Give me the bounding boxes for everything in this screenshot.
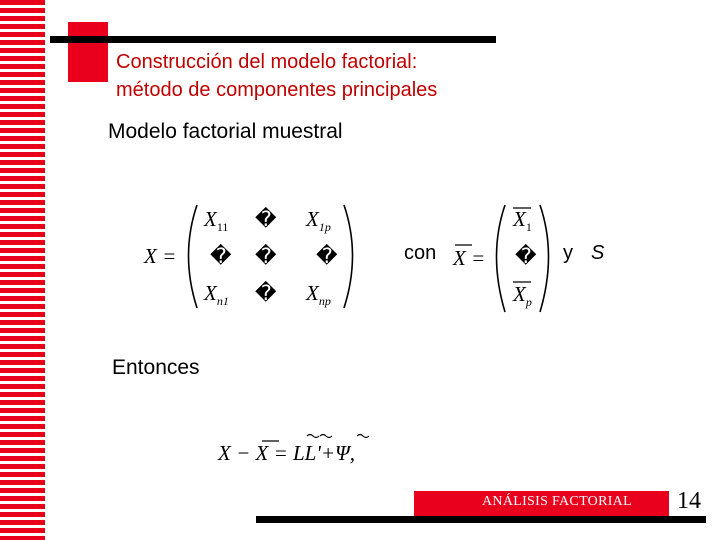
- matrix-x-r2c1: �: [210, 244, 232, 268]
- footer-rule: [256, 516, 706, 523]
- matrix-x-r1c3: $X_{1p}$: [306, 207, 331, 234]
- mean-vector-r3: $X_p$: [513, 282, 532, 309]
- slide-title-line2: método de componentes principales: [116, 79, 438, 101]
- mean-vector-right-paren: [540, 205, 549, 312]
- matrix-x-r2c3: �: [316, 244, 338, 268]
- slide-subtitle: Modelo factorial muestral: [108, 120, 343, 143]
- matrix-x-left-paren: [189, 205, 198, 308]
- matrix-x-lhs: X =: [144, 244, 177, 268]
- mean-vector-lhs: X =: [453, 246, 486, 270]
- matrix-x-r3c2: �: [255, 281, 277, 305]
- slide-title-line1: Construcción del modelo factorial:: [116, 51, 418, 73]
- con-label: con: [404, 242, 437, 264]
- matrix-x-r2c2: �: [255, 244, 277, 268]
- s-label: S: [591, 242, 605, 264]
- footer-label: ANÁLISIS FACTORIAL: [482, 494, 632, 509]
- mean-vector-r1: $X_1$: [513, 207, 532, 234]
- entonces-label: Entonces: [112, 356, 200, 379]
- mean-vector-left-paren: [497, 205, 506, 312]
- y-label: y: [563, 242, 573, 264]
- equation-tilde-l2: [320, 435, 332, 438]
- equation-tilde-l1: [307, 435, 319, 438]
- matrix-x-r3c3: $X_{np}$: [306, 281, 331, 308]
- factor-equation: X − X = LL'+Ψ,: [218, 441, 356, 465]
- mean-vector-r2: �: [515, 244, 537, 268]
- equation-tilde-psi: [357, 435, 369, 438]
- page-number: 14: [677, 488, 701, 514]
- matrix-x-r3c1: $X_{n1}$: [204, 281, 229, 308]
- matrix-x-r1c2: �: [255, 207, 277, 231]
- matrix-x-right-paren: [344, 205, 353, 308]
- matrix-x-r1c1: $X_{11}$: [204, 207, 229, 234]
